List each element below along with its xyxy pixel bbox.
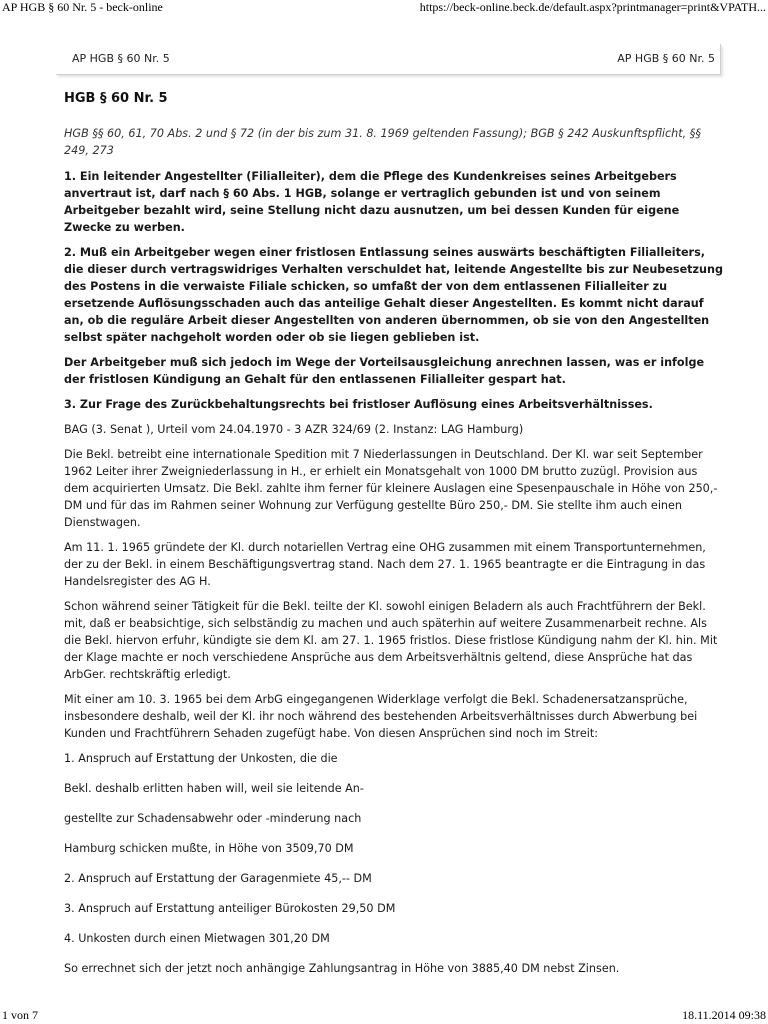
claim-line: gestellte zur Schadensabwehr oder -minderung nach — [64, 812, 362, 825]
claim-line: 4. Unkosten durch einen Mietwagen 301,20 DM — [64, 932, 330, 945]
claim-line: Bekl. deshalb erlitten haben will, weil sie leitende An- — [64, 782, 364, 795]
print-url: https://beck-online.beck.de/default.aspx?printmanager=print&VPATH... — [419, 0, 766, 14]
claim-line: Hamburg schicken mußte, in Höhe von 3509,70 DM — [64, 842, 354, 855]
leitsatz: 2. Muß ein Arbeitgeber wegen einer fristlosen Entlassung seines auswärts beschäftigten Filialleiters, die dieser durch vertragswidriges Verhalten verschuldet hat, leitende Angestellte bis zur Neubesetzung des Postens in die verwaiste Filiale schicken, so umfaßt der von dem entlassenen Filialleiter zu ersetzende Auflösungsschaden auch das anteilige Gehalt dieser Angestellten. Es kommt nicht darauf an, ob die reguläre Arbeit dieser Angestellten von anderen übernommen, ob sie von den Angestellten selbst später nachgeholt worden oder ob sie liegen geblieben ist. — [64, 246, 723, 344]
document-header — [72, 52, 715, 65]
body-paragraph: Am 11. 1. 1965 gründete der Kl. durch notariellen Vertrag eine OHG zusammen mit einem Transportunternehmen, der zu der Bekl. in einem Beschäftigungsvertrag stand. Nach dem 27. 1. 1965 beantragte er die Eintragung in das Handelsregister des AG H. — [64, 541, 706, 588]
print-header — [0, 0, 768, 15]
print-datetime: 18.11.2014 09:38 — [682, 1008, 766, 1022]
court-citation: BAG (3. Senat ), Urteil vom 24.04.1970 - 3 AZR 324/69 (2. Instanz: LAG Hamburg) — [64, 423, 524, 436]
leitsatz: 3. Zur Frage des Zurückbehaltungsrechts bei fristloser Auflösung eines Arbeitsverhältnisses. — [64, 398, 653, 411]
page-counter: 1 von 7 — [2, 1008, 38, 1022]
document-header-right: AP HGB § 60 Nr. 5 — [617, 52, 715, 65]
document-header-left: AP HGB § 60 Nr. 5 — [72, 52, 170, 65]
leitsatz: 1. Ein leitender Angestellter (Filialleiter), dem die Pflege des Kundenkreises seines Arbeitgebers anvertraut ist, darf nach § 60 Abs. 1 HGB, solange er vertraglich gebunden ist und von seinem Arbeitgeber bezahlt wird, seine Stellung nicht dazu ausnutzen, um bei dessen Kunden für eigene Zwecke zu werben. — [64, 170, 680, 234]
document-title: HGB § 60 Nr. 5 — [64, 91, 168, 106]
claim-line: 2. Anspruch auf Erstattung der Garagenmiete 45,-- DM — [64, 872, 372, 885]
norms-line: HGB §§ 60, 61, 70 Abs. 2 und § 72 (in der bis zum 31. 8. 1969 geltenden Fassung); BGB § 242 Auskunftspflicht, §§ 249, 273 — [64, 127, 701, 157]
leitsatz: Der Arbeitgeber muß sich jedoch im Wege der Vorteilsausgleichung anrechnen lassen, was er infolge der fristlosen Kündigung an Gehalt für den entlassenen Filialleiter gespart hat. — [64, 356, 705, 386]
print-page-title: AP HGB § 60 Nr. 5 - beck-online — [2, 0, 163, 14]
closing-paragraph: So errechnet sich der jetzt noch anhängige Zahlungsantrag in Höhe von 3885,40 DM nebst Zinsen. — [64, 962, 620, 975]
claim-line: 1. Anspruch auf Erstattung der Unkosten, die die — [64, 752, 338, 765]
print-footer — [0, 1008, 768, 1023]
claim-line: 3. Anspruch auf Erstattung anteiliger Bürokosten 29,50 DM — [64, 902, 396, 915]
body-paragraph: Mit einer am 10. 3. 1965 bei dem ArbG eingegangenen Widerklage verfolgt die Bekl. Schadenersatzansprüche, insbesondere deshalb, weil der Kl. ihr noch während des bestehenden Arbeitsverhältnisses durch Abwerbung bei Kunden und Frachtführern Sehaden zugefügt habe. Von diesen Ansprüchen sind noch im Streit: — [64, 693, 698, 740]
document-body — [64, 90, 724, 985]
body-paragraph: Die Bekl. betreibt eine internationale Spedition mit 7 Niederlassungen in Deutschland. Der Kl. war seit September 1962 Leiter ihrer Zweigniederlassung in H., er erhielt ein Monatsgehalt von 1000 DM brutto zuzügl. Provision aus dem acquirierten Umsatz. Die Bekl. zahlte ihm ferner für kleinere Auslagen eine Spesenpauschale in Höhe von 250,- DM und für das im Rahmen seiner Wohnung zur Verfügung gestellte Büro 250,- DM. Sie stellte ihm auch einen Dienstwagen. — [64, 448, 718, 529]
body-paragraph: Schon während seiner Tätigkeit für die Bekl. teilte der Kl. sowohl einigen Beladern als auch Frachtführern der Bekl. mit, daß er beabsichtige, sich selbständig zu machen und auch späterhin auf weitere Zusammenarbeit rechne. Als die Bekl. hiervon erfuhr, kündigte sie dem Kl. am 27. 1. 1965 fristlos. Diese fristlose Kündigung nahm der Kl. hin. Mit der Klage machte er noch verschiedene Ansprüche aus dem Arbeitsverhältnis geltend, diese Ansprüche hat das ArbGer. rechtskräftig erledigt. — [64, 600, 718, 681]
